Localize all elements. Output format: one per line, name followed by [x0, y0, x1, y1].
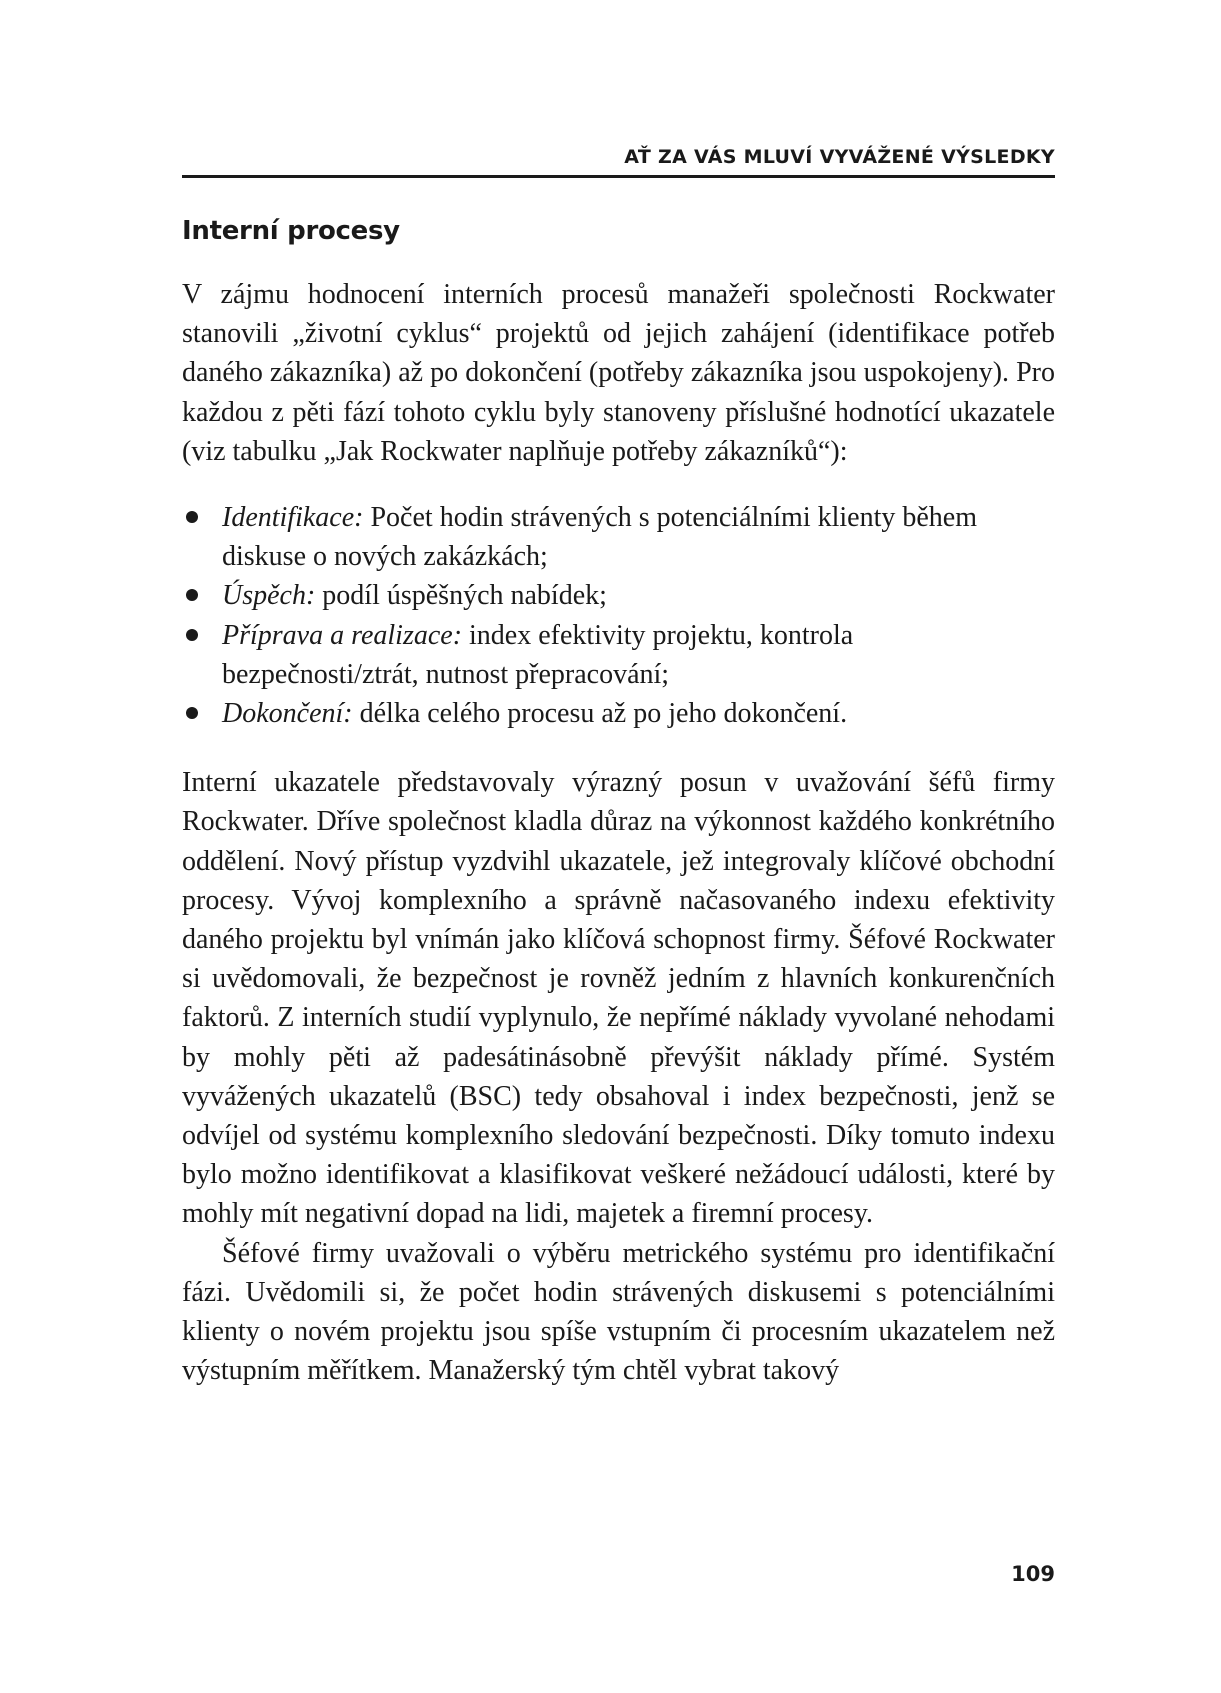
header-rule — [182, 175, 1055, 178]
section-title: Interní procesy — [182, 216, 400, 246]
list-item — [182, 694, 1055, 733]
list-item-term: Identifikace: — [222, 502, 364, 534]
list-item-term: Příprava a realizace: — [222, 619, 463, 651]
list-item — [182, 498, 1055, 576]
list-item-term: Dokončení: — [222, 698, 353, 730]
paragraph-internal-metrics: Interní ukazatele představovaly výrazný posun v uvažování šéfů firmy Rockwater. Dříve společnost kladla důraz na výkonnost každého konkrétního oddělení. Nový přístup vyzdvihl ukazatele, jež integrovaly klíčové obchodní procesy. Vývoj komplexního a správně načasovaného indexu efektivity daného projektu byl vnímán jako klíčová schopnost firmy. Šéfové Rockwater si uvědomovali, že bezpečnost je rovněž jedním z hlavních konkurenčních faktorů. Z interních studií vyplynulo, že nepřímé náklady vyvolané nehodami by mohly pěti až padesátinásobně převýšit náklady přímé. Systém vyvážených ukazatelů (BSC) tedy obsahoval i index bezpečnosti, jenž se odvíjel od systému komplexního sledování bezpečnosti. Díky tomuto indexu bylo možno identifikovat a klasifikovat veškeré nežádoucí události, které by mohly mít negativní dopad na lidi, majetek a firemní procesy. — [182, 767, 1055, 1230]
intro-paragraph: V zájmu hodnocení interních procesů manažeři společnosti Rockwater stanovili „životní cyklus“ projektů od jejich zahájení (identifikace potřeb daného zákazníka) až po dokončení (potřeby zákazníka jsou uspokojeny). Pro každou z pěti fází tohoto cyklu byly stanoveny příslušné hodnotící ukazatele (viz tabulku „Jak Rockwater naplňuje potřeby zákazníků“): — [182, 279, 1055, 467]
running-head: AŤ ZA VÁS MLUVÍ VYVÁŽENÉ VÝSLEDKY — [624, 146, 1055, 168]
bullet-icon — [186, 511, 198, 523]
bullet-icon — [186, 629, 198, 641]
list-item — [182, 576, 1055, 615]
list-item-text: Počet hodin strávených s potenciálními klienty během diskuse o nových zakázkách; — [222, 502, 978, 573]
bullet-icon — [186, 707, 198, 719]
paragraph-identification-phase: Šéfové firmy uvažovali o výběru metrického systému pro identifikační fázi. Uvědomili si, že počet hodin strávených diskusemi s potenciálními klienty o novém projektu jsou spíše vstupním či procesním ukazatelem než výstupním měřítkem. Manažerský tým chtěl vybrat takový — [182, 1237, 1055, 1387]
list-item-text: index efektivity projektu, kontrola bezpečnosti/ztrát, nutnost přepracování; — [222, 619, 854, 690]
list-item — [182, 616, 1055, 694]
bullet-list — [182, 498, 1055, 733]
page-number: 109 — [1011, 1562, 1055, 1586]
book-page — [182, 0, 1055, 1693]
body-text — [182, 275, 1055, 1390]
list-item-term: Úspěch: — [222, 580, 316, 612]
list-item-text: délka celého procesu až po jeho dokončení. — [352, 698, 848, 730]
list-item-text: podíl úspěšných nabídek; — [315, 580, 607, 612]
bullet-icon — [186, 589, 198, 601]
